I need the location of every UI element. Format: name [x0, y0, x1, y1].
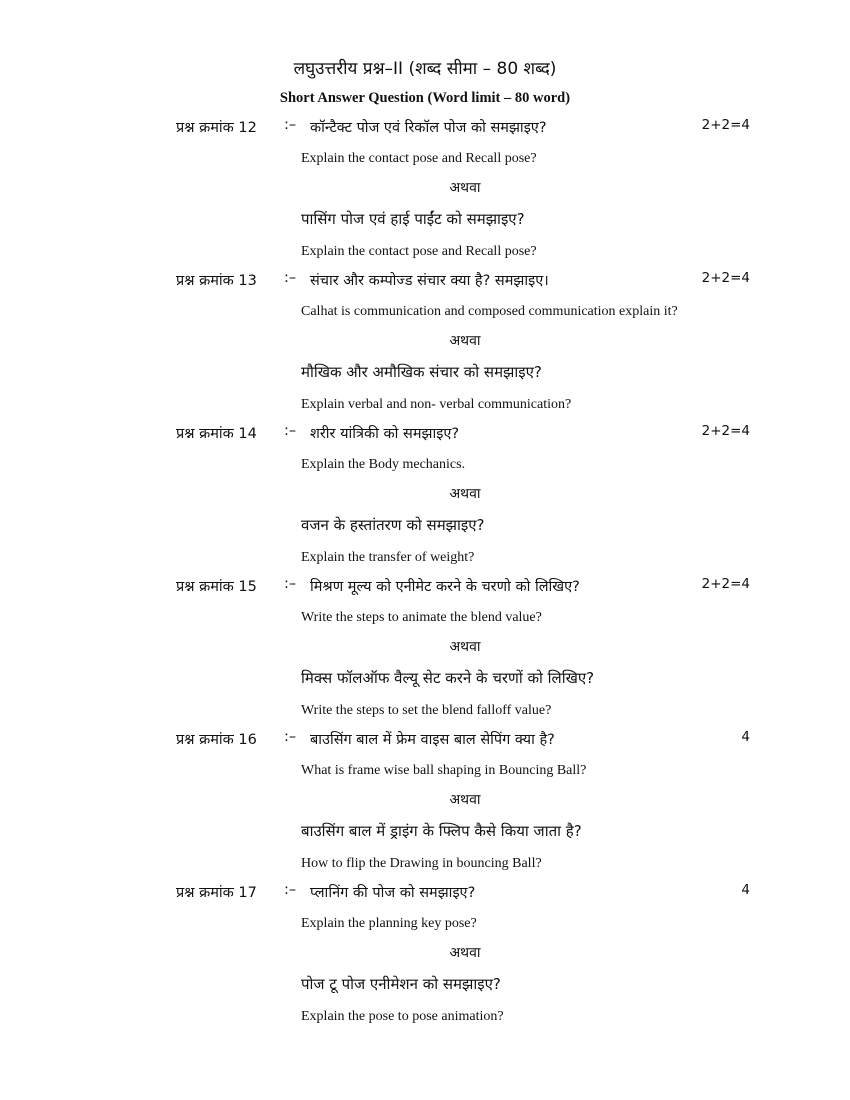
- or-divider: अथवा: [449, 945, 481, 961]
- question-marks: 2+2=4: [701, 576, 750, 592]
- question-separator: :–: [284, 576, 297, 592]
- question-text-hindi: बाउसिंग बाल में फ्रेम वाइस बाल सेपिंग क्या है?: [310, 732, 555, 748]
- question-marks: 2+2=4: [701, 270, 750, 286]
- alternate-question-english: Explain verbal and non- verbal communication?: [301, 397, 572, 412]
- alternate-question-hindi: पोज टू पोज एनीमेशन को समझाइए?: [301, 975, 501, 993]
- alternate-question-english: How to flip the Drawing in bouncing Ball?: [301, 856, 542, 871]
- question-text-english: Explain the contact pose and Recall pose?: [301, 151, 537, 166]
- question-block-12: [0, 117, 850, 271]
- or-divider: अथवा: [449, 639, 481, 655]
- question-separator: :–: [284, 882, 297, 898]
- question-separator: :–: [284, 270, 297, 286]
- question-separator: :–: [284, 117, 297, 133]
- alternate-question-hindi: पासिंग पोज एवं हाई पाईंट को समझाइए?: [301, 210, 525, 228]
- question-text-english: Explain the planning key pose?: [301, 916, 477, 931]
- question-line: [0, 423, 850, 445]
- alternate-question-english: Write the steps to set the blend falloff value?: [301, 703, 552, 718]
- question-line: [0, 117, 850, 139]
- alternate-question-english: Explain the contact pose and Recall pose?: [301, 244, 537, 259]
- question-block-15: [0, 576, 850, 730]
- question-text-hindi: संचार और कम्पोज्ड संचार क्या है? समझाइए।: [310, 273, 549, 289]
- question-number: प्रश्न क्रमांक 15: [176, 579, 257, 595]
- alternate-question-hindi: बाउसिंग बाल में ड्राइंग के फ्लिप कैसे किया जाता है?: [301, 822, 582, 840]
- question-text-hindi: प्लानिंग की पोज को समझाइए?: [310, 885, 476, 901]
- question-line: [0, 729, 850, 751]
- question-text-english: Write the steps to animate the blend value?: [301, 610, 542, 625]
- or-divider: अथवा: [449, 792, 481, 808]
- question-text-hindi: मिश्रण मूल्य को एनीमेट करने के चरणो को लिखिए?: [310, 579, 580, 595]
- question-number: प्रश्न क्रमांक 17: [176, 885, 257, 901]
- alternate-question-hindi: मिक्स फॉलऑफ वैल्यू सेट करने के चरणों को लिखिए?: [301, 669, 595, 687]
- or-divider: अथवा: [449, 486, 481, 502]
- or-divider: अथवा: [449, 180, 481, 196]
- question-text-english: Explain the Body mechanics.: [301, 457, 466, 472]
- question-marks: 2+2=4: [701, 117, 750, 133]
- question-number: प्रश्न क्रमांक 16: [176, 732, 257, 748]
- question-line: [0, 576, 850, 598]
- question-marks: 2+2=4: [701, 423, 750, 439]
- question-line: [0, 882, 850, 904]
- question-number: प्रश्न क्रमांक 13: [176, 273, 257, 289]
- question-marks: 4: [741, 882, 750, 898]
- or-divider: अथवा: [449, 333, 481, 349]
- page-title-english: Short Answer Question (Word limit – 80 word): [279, 90, 571, 106]
- question-text-hindi: कॉन्टैक्ट पोज एवं रिकॉल पोज को समझाइए?: [310, 120, 547, 136]
- question-separator: :–: [284, 729, 297, 745]
- question-block-16: [0, 729, 850, 883]
- question-text-hindi: शरीर यांत्रिकी को समझाइए?: [310, 426, 460, 442]
- question-number: प्रश्न क्रमांक 12: [176, 120, 257, 136]
- question-block-13: [0, 270, 850, 424]
- question-line: [0, 270, 850, 292]
- question-block-17: [0, 882, 850, 1036]
- question-separator: :–: [284, 423, 297, 439]
- question-number: प्रश्न क्रमांक 14: [176, 426, 257, 442]
- alternate-question-english: Explain the pose to pose animation?: [301, 1009, 504, 1024]
- alternate-question-hindi: मौखिक और अमौखिक संचार को समझाइए?: [301, 363, 542, 381]
- question-marks: 4: [741, 729, 750, 745]
- question-text-english: What is frame wise ball shaping in Bouncing Ball?: [301, 763, 587, 778]
- alternate-question-hindi: वजन के हस्तांतरण को समझाइए?: [301, 516, 485, 534]
- question-text-english: Calhat is communication and composed communication explain it?: [301, 304, 678, 319]
- page-title-hindi: लघुउत्तरीय प्रश्न–II (शब्द सीमा – 80 शब्द): [293, 59, 557, 79]
- question-block-14: [0, 423, 850, 577]
- alternate-question-english: Explain the transfer of weight?: [301, 550, 475, 565]
